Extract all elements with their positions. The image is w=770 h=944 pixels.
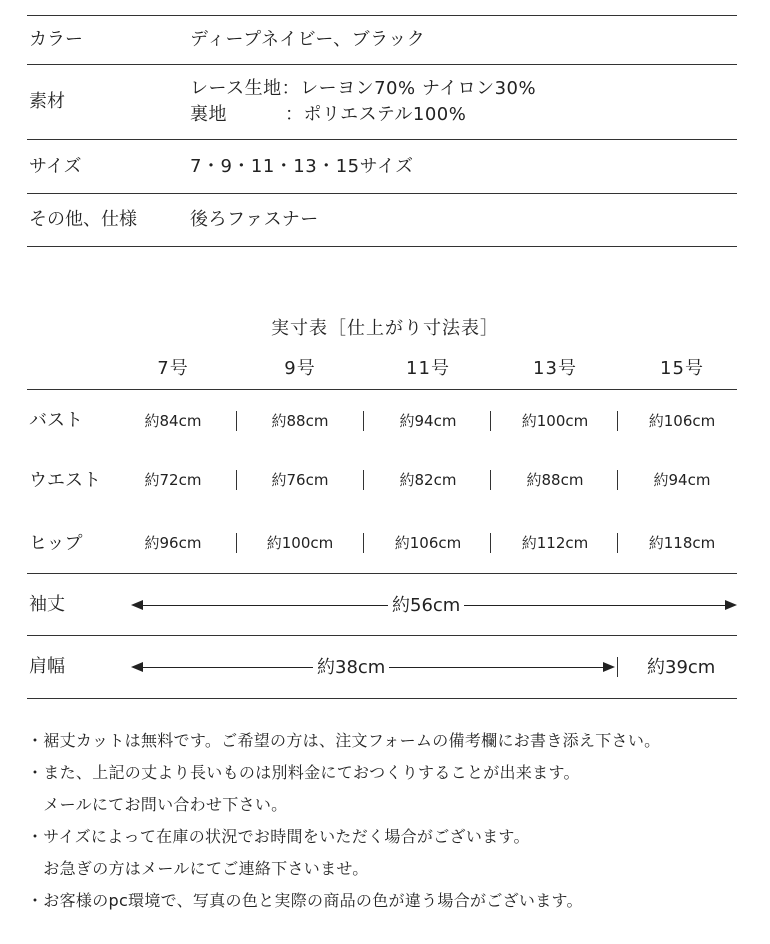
table-cell: 約100cm: [521, 412, 589, 430]
table-cell: 約94cm: [653, 471, 711, 489]
row-label-bust: バスト: [29, 410, 83, 431]
shoulder-value-b: 約39cm: [643, 659, 719, 677]
table-cell: 約100cm: [266, 534, 334, 552]
table-cell: 約84cm: [144, 412, 202, 430]
cell-divider: [617, 470, 618, 490]
note-line: お急ぎの方はメールにてご連絡下さいませ。: [27, 859, 369, 878]
row-label-sleeve: 袖丈: [29, 594, 65, 615]
material-label: 素材: [29, 91, 65, 112]
cell-divider: [617, 657, 618, 677]
table-cell: 約88cm: [526, 471, 584, 489]
table-header-rule: [27, 389, 737, 390]
column-header: 13号: [533, 358, 577, 379]
lining-value: ：ポリエステル100%: [285, 104, 467, 125]
arrow-left-icon: [131, 600, 143, 610]
arrow-right-icon: [603, 662, 615, 672]
spec-rule: [27, 64, 737, 65]
table-rule: [27, 635, 737, 636]
table-cell: 約72cm: [144, 471, 202, 489]
column-header: 15号: [660, 358, 704, 379]
cell-divider: [490, 533, 491, 553]
other-value: 後ろファスナー: [190, 209, 319, 230]
arrow-left-icon: [131, 662, 143, 672]
row-label-hip: ヒップ: [29, 533, 83, 554]
cell-divider: [236, 411, 237, 431]
cell-divider: [236, 533, 237, 553]
note-line: ・裾丈カットは無料です。ご希望の方は、注文フォームの備考欄にお書き添え下さい。: [27, 731, 661, 750]
note-line: ・また、上記の丈より長いものは別料金にておつくりすることが出来ます。: [27, 763, 580, 782]
table-cell: 約76cm: [271, 471, 329, 489]
shoulder-value-a: 約38cm: [313, 659, 389, 677]
spec-rule: [27, 193, 737, 194]
spec-rule: [27, 139, 737, 140]
table-cell: 約106cm: [394, 534, 462, 552]
table-cell: 約106cm: [648, 412, 716, 430]
note-line: ・お客様のpc環境で、写真の色と実際の商品の色が違う場合がございます。: [27, 891, 583, 910]
material-lace: レース生地：レーヨン70% ナイロン30%: [190, 78, 537, 99]
cell-divider: [490, 470, 491, 490]
color-value: ディープネイビー、ブラック: [190, 29, 426, 50]
spec-top-rule: [27, 15, 737, 16]
spec-bottom-rule: [27, 246, 737, 247]
size-label: サイズ: [29, 156, 82, 177]
table-rule: [27, 573, 737, 574]
cell-divider: [363, 470, 364, 490]
row-label-waist: ウエスト: [29, 470, 101, 491]
column-header: 9号: [284, 358, 316, 379]
row-label-shoulder: 肩幅: [29, 656, 65, 677]
column-header: 7号: [157, 358, 189, 379]
sleeve-value: 約56cm: [388, 597, 464, 615]
table-cell: 約94cm: [399, 412, 457, 430]
other-label: その他、仕様: [29, 209, 137, 230]
cell-divider: [236, 470, 237, 490]
note-line: ・サイズによって在庫の状況でお時間をいただく場合がございます。: [27, 827, 530, 846]
cell-divider: [363, 411, 364, 431]
table-bottom-rule: [27, 698, 737, 699]
column-header: 11号: [406, 358, 450, 379]
table-cell: 約118cm: [648, 534, 716, 552]
cell-divider: [617, 411, 618, 431]
table-cell: 約88cm: [271, 412, 329, 430]
table-cell: 約96cm: [144, 534, 202, 552]
arrow-right-icon: [725, 600, 737, 610]
note-line: メールにてお問い合わせ下さい。: [27, 795, 288, 814]
color-label: カラー: [29, 29, 83, 50]
cell-divider: [617, 533, 618, 553]
cell-divider: [363, 533, 364, 553]
lining-label: 裏地: [190, 104, 227, 125]
table-cell: 約112cm: [521, 534, 589, 552]
table-cell: 約82cm: [399, 471, 457, 489]
size-table-title: 実寸表［仕上がり寸法表］: [271, 318, 499, 339]
size-value: 7・9・11・13・15サイズ: [190, 156, 414, 177]
cell-divider: [490, 411, 491, 431]
